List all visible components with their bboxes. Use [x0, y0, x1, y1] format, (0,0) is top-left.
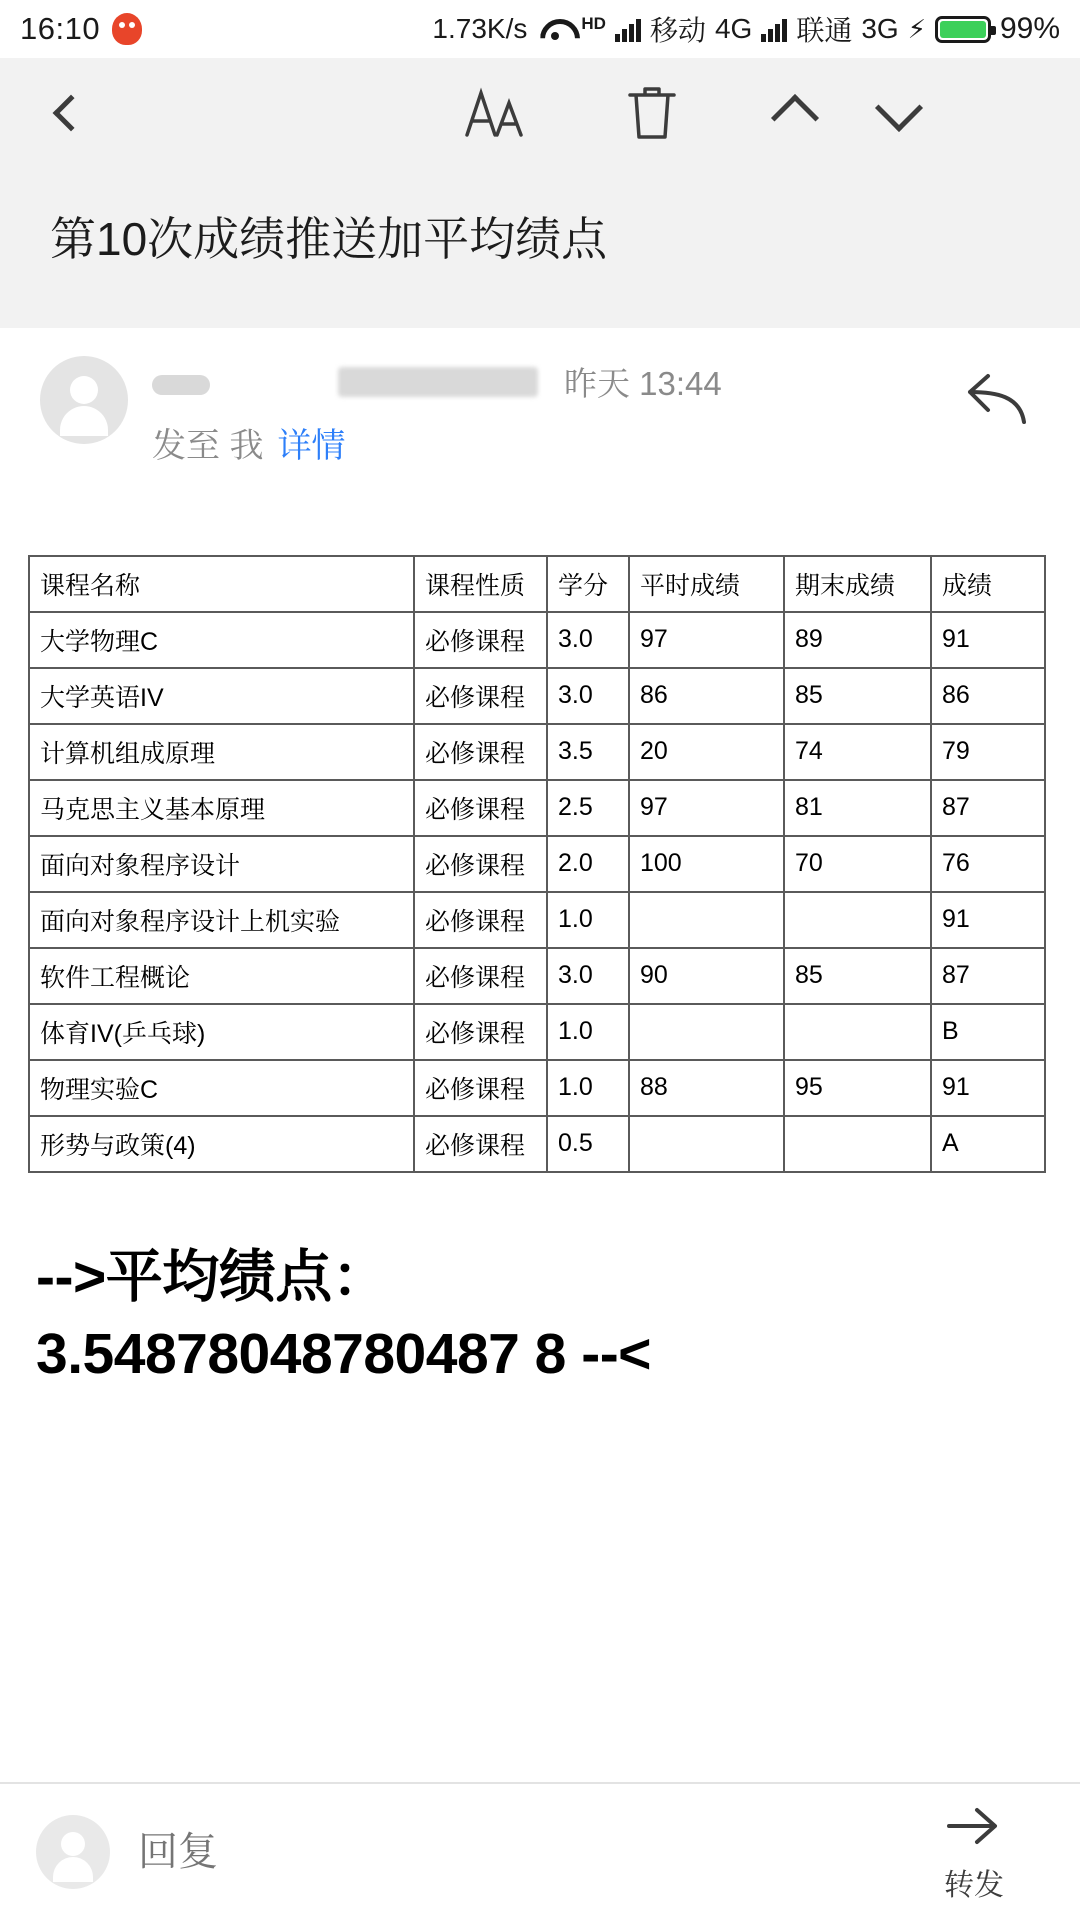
bottom-action-bar	[0, 1782, 1080, 1920]
table-row	[29, 1004, 1045, 1060]
signal-bars-icon-2	[761, 16, 787, 42]
table-header-row	[29, 556, 1045, 612]
forward-button[interactable]	[944, 1800, 1004, 1904]
cell-credits: 3.0	[547, 668, 629, 724]
reply-button[interactable]	[966, 370, 1030, 428]
previous-mail-button[interactable]	[778, 91, 812, 135]
cell-total-score: 76	[931, 836, 1045, 892]
status-bar-right	[432, 9, 1060, 49]
sender-name-row	[152, 360, 1040, 404]
cell-course-type: 必修课程	[414, 1004, 547, 1060]
cell-total-score: 86	[931, 668, 1045, 724]
qq-icon	[112, 13, 142, 45]
signal-bars-icon-1	[615, 16, 641, 42]
cell-total-score: 91	[931, 1060, 1045, 1116]
sender-row	[0, 328, 1080, 485]
network-speed: 1.73K/s	[432, 13, 528, 44]
table-row	[29, 1116, 1045, 1172]
cell-usual-score: 97	[629, 780, 784, 836]
font-size-button[interactable]	[464, 87, 526, 139]
table-row	[29, 1060, 1045, 1116]
network-type-1: 4G	[714, 13, 753, 44]
cell-final-score: 81	[784, 780, 931, 836]
table-row	[29, 668, 1045, 724]
cell-course-name: 面向对象程序设计上机实验	[29, 892, 414, 948]
chevron-left-icon	[53, 95, 90, 132]
cell-total-score: 87	[931, 780, 1045, 836]
delete-button[interactable]	[626, 85, 678, 141]
sender-address-redacted	[338, 367, 538, 397]
chevron-down-icon	[875, 84, 923, 132]
cell-course-type: 必修课程	[414, 668, 547, 724]
cell-usual-score: 20	[629, 724, 784, 780]
cell-usual-score: 100	[629, 836, 784, 892]
cell-final-score	[784, 892, 931, 948]
cell-course-type: 必修课程	[414, 892, 547, 948]
trash-icon	[626, 85, 678, 141]
cell-final-score: 89	[784, 612, 931, 668]
cell-usual-score	[629, 892, 784, 948]
gpa-value: 3.54878048780487 8 --<	[36, 1321, 651, 1386]
battery-percent: 99%	[999, 12, 1060, 45]
battery-icon	[935, 16, 991, 43]
col-header-total-score: 成绩	[931, 556, 1045, 612]
cell-final-score: 85	[784, 948, 931, 1004]
cell-final-score	[784, 1116, 931, 1172]
cell-credits: 3.5	[547, 724, 629, 780]
reply-arrow-icon	[966, 370, 1030, 428]
col-header-usual-score: 平时成绩	[629, 556, 784, 612]
cell-credits: 1.0	[547, 1060, 629, 1116]
cell-course-name: 面向对象程序设计	[29, 836, 414, 892]
table-row	[29, 836, 1045, 892]
status-time: 16:10	[20, 11, 101, 46]
forward-label: 转发	[944, 1869, 1004, 1902]
table-row	[29, 612, 1045, 668]
cell-final-score: 70	[784, 836, 931, 892]
cell-total-score: 91	[931, 892, 1045, 948]
cell-course-name: 体育IV(乒乓球)	[29, 1004, 414, 1060]
cell-usual-score	[629, 1004, 784, 1060]
cell-credits: 2.0	[547, 836, 629, 892]
cell-course-name: 软件工程概论	[29, 948, 414, 1004]
mail-subject: 第10次成绩推送加平均绩点	[50, 213, 608, 265]
cell-final-score: 95	[784, 1060, 931, 1116]
table-row	[29, 724, 1045, 780]
cell-usual-score: 97	[629, 612, 784, 668]
recipient-row	[152, 418, 1040, 467]
cell-course-name: 物理实验C	[29, 1060, 414, 1116]
cell-course-type: 必修课程	[414, 1116, 547, 1172]
table-row	[29, 780, 1045, 836]
carrier-label-2: 联通	[796, 15, 853, 46]
next-mail-button[interactable]	[882, 91, 916, 135]
cell-credits: 1.0	[547, 1004, 629, 1060]
carrier-label-1: 移动	[649, 15, 706, 46]
status-bar-left	[20, 11, 142, 47]
sender-info	[152, 356, 1040, 467]
network-type-2: 3G	[861, 13, 899, 44]
cell-course-name: 形势与政策(4)	[29, 1116, 414, 1172]
col-header-course-name: 课程名称	[29, 556, 414, 612]
cell-total-score: B	[931, 1004, 1045, 1060]
cell-course-name: 大学物理C	[29, 612, 414, 668]
subject-container	[0, 168, 1080, 328]
mail-toolbar	[0, 58, 1080, 168]
forward-arrow-icon	[945, 1800, 1003, 1852]
cell-course-name: 马克思主义基本原理	[29, 780, 414, 836]
cell-credits: 1.0	[547, 892, 629, 948]
col-header-course-type: 课程性质	[414, 556, 547, 612]
cell-course-type: 必修课程	[414, 948, 547, 1004]
cell-usual-score	[629, 1116, 784, 1172]
mail-body	[0, 485, 1080, 1782]
cell-course-type: 必修课程	[414, 724, 547, 780]
cell-course-type: 必修课程	[414, 612, 547, 668]
cell-course-type: 必修课程	[414, 780, 547, 836]
sender-avatar	[40, 356, 128, 444]
gpa-block	[28, 1239, 1052, 1393]
cell-total-score: 79	[931, 724, 1045, 780]
status-bar	[0, 0, 1080, 58]
cell-course-type: 必修课程	[414, 1060, 547, 1116]
font-size-icon	[464, 87, 526, 139]
charging-bolt-icon: ⚡	[907, 13, 926, 44]
mail-time: 昨天 13:44	[564, 365, 722, 403]
col-header-credits: 学分	[547, 556, 629, 612]
chevron-up-icon	[771, 94, 819, 142]
reply-input[interactable]	[138, 1830, 944, 1875]
sender-name-redacted	[152, 375, 210, 395]
recipient-label: 发至 我	[152, 426, 264, 465]
cell-credits: 3.0	[547, 948, 629, 1004]
cell-credits: 2.5	[547, 780, 629, 836]
table-row	[29, 892, 1045, 948]
hd-badge-icon: HD	[581, 13, 606, 33]
cell-final-score	[784, 1004, 931, 1060]
reply-avatar	[36, 1815, 110, 1889]
col-header-final-score: 期末成绩	[784, 556, 931, 612]
cell-credits: 3.0	[547, 612, 629, 668]
cell-course-name: 计算机组成原理	[29, 724, 414, 780]
cell-usual-score: 88	[629, 1060, 784, 1116]
cell-credits: 0.5	[547, 1116, 629, 1172]
cell-usual-score: 86	[629, 668, 784, 724]
cell-total-score: 91	[931, 612, 1045, 668]
cell-final-score: 74	[784, 724, 931, 780]
cell-final-score: 85	[784, 668, 931, 724]
cell-course-name: 大学英语IV	[29, 668, 414, 724]
cell-total-score: A	[931, 1116, 1045, 1172]
detail-link[interactable]: 详情	[277, 426, 346, 465]
cell-usual-score: 90	[629, 948, 784, 1004]
table-row	[29, 948, 1045, 1004]
back-button[interactable]	[50, 100, 84, 126]
cell-total-score: 87	[931, 948, 1045, 1004]
wifi-icon	[540, 17, 572, 41]
cell-course-type: 必修课程	[414, 836, 547, 892]
grades-table	[28, 555, 1046, 1173]
gpa-label: -->平均绩点：	[36, 1244, 389, 1309]
